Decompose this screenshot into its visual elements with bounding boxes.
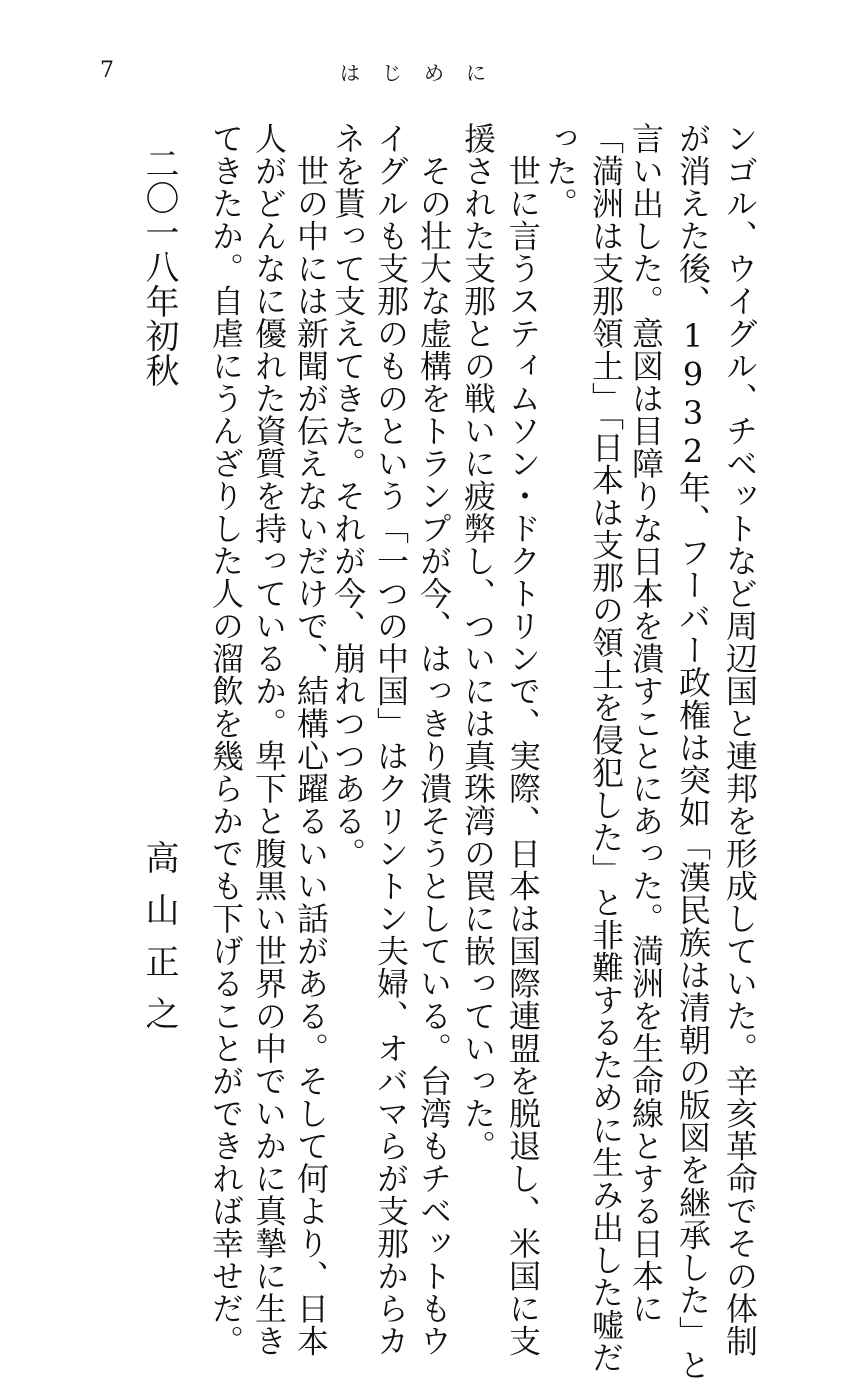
text-column: 「満洲は支那領土」「日本は支那の領土を侵犯した」と非難するために生み出した嘘だ xyxy=(587,122,625,1374)
closing-date: 二〇一八年初秋 xyxy=(139,146,179,388)
text-column: イグルも支那のものという「一つの中国」はクリントン夫婦、オバマらが支那からカ xyxy=(372,122,410,1357)
text-column: 言い出した。意図は目障りな日本を潰すことにあった。満洲を生命線とする日本に xyxy=(627,122,665,1325)
body-text xyxy=(0,122,841,1381)
text-column: その壮大な虚構をトランプが今、はっきり潰そうとしている。台湾もチベットもウ xyxy=(415,122,453,1357)
text-column: 援された支那との戦いに疲弊し、ついには真珠湾の罠に嵌っていった。 xyxy=(459,122,497,1162)
closing-author: 高山正之 xyxy=(139,840,179,1048)
text-column: 世の中には新聞が伝えないだけで、結構心躍るいい話がある。そして何より、日本 xyxy=(292,122,330,1357)
text-column: った。 xyxy=(541,122,579,220)
text-column: ンゴル、ウイグル、チベットなど周辺国と連邦を形成していた。辛亥革命でその体制 xyxy=(721,122,759,1357)
text-column: ネを貰って支えてきた。それが今、崩れつつある。 xyxy=(329,122,367,870)
text-column: てきたか。自虐にうんざりした人の溜飲を幾らかでも下げることができれば幸せだ。 xyxy=(207,122,245,1357)
text-column: 人がどんなに優れた資質を持っているか。卑下と腹黒い世界の中でいかに真摯に生き xyxy=(250,122,288,1357)
page-number: 7 xyxy=(100,58,114,83)
text-column: が消えた後、1932年、フーバー政権は突如「漢民族は清朝の版図を継承した」と xyxy=(674,122,712,1381)
text-column: 世に言うスティムソン・ドクトリンで、実際、日本は国際連盟を脱退し、米国に支 xyxy=(504,122,542,1357)
running-head: はじめに xyxy=(340,61,508,85)
